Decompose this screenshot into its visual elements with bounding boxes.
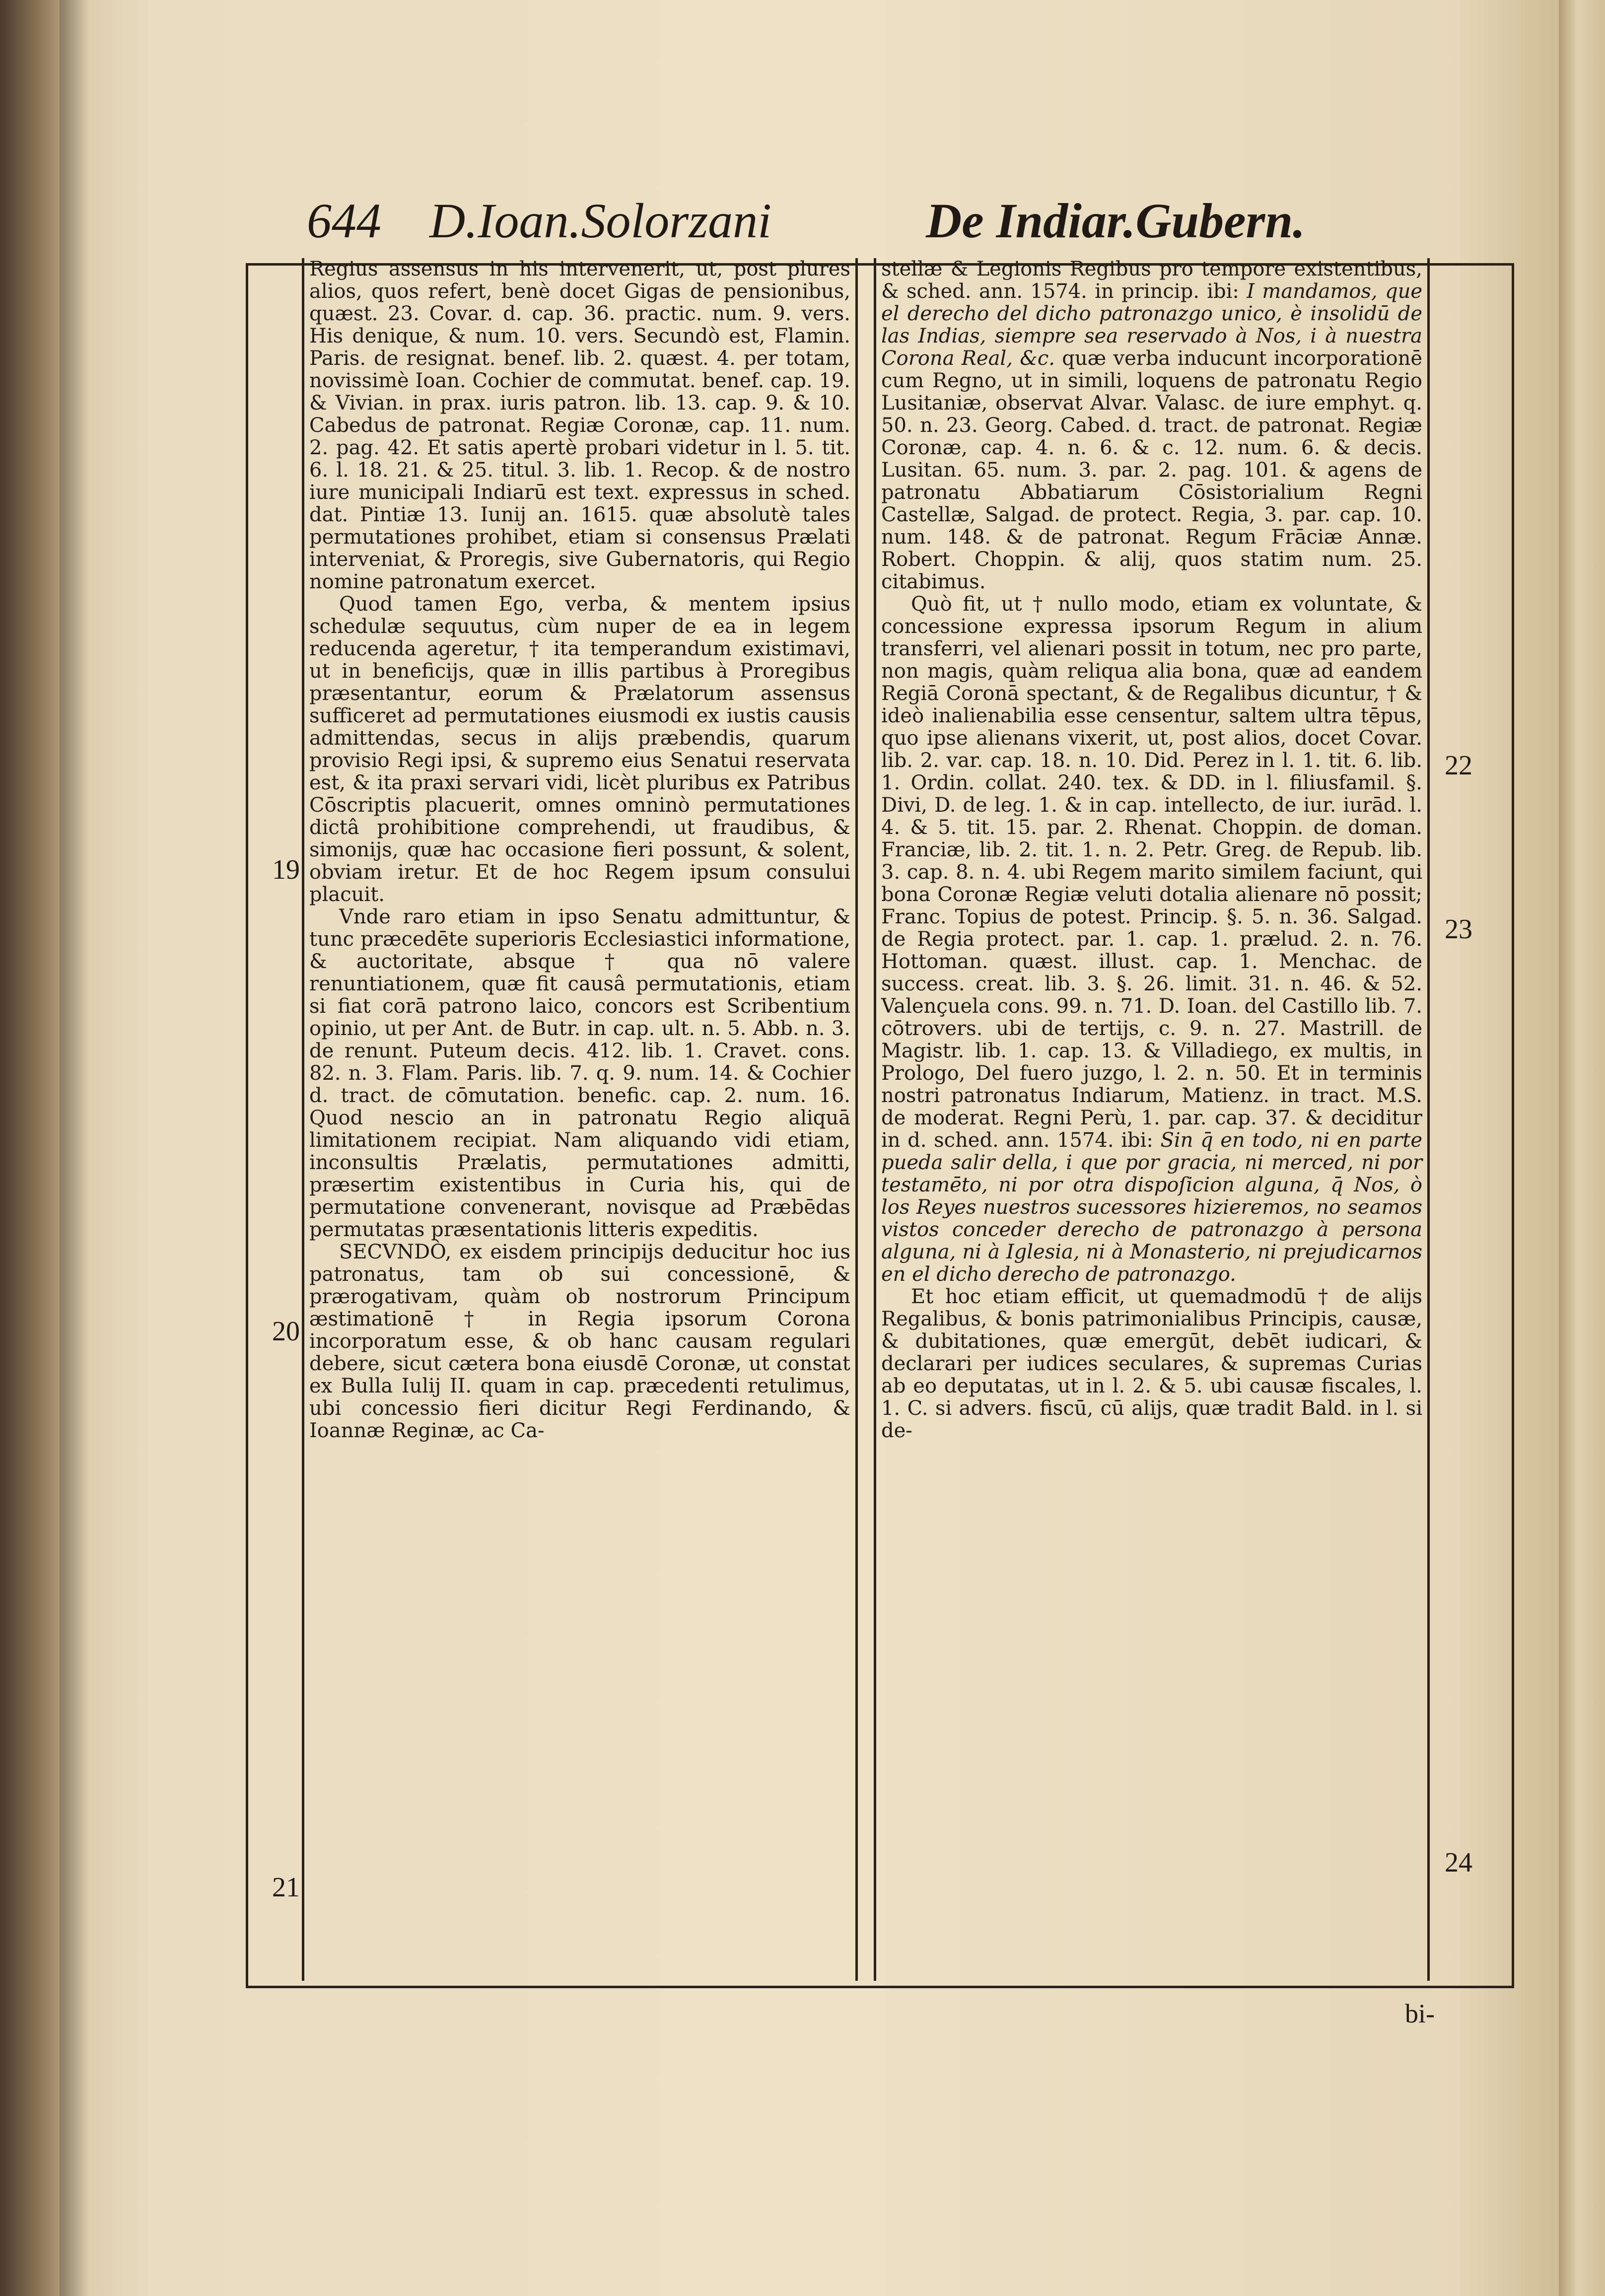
- paragraph: Et hoc etiam efficit, ut quemadmodū † de alijs Regalibus, & bonis patrimonialibus Principis, causæ, & dubitationes, quæ emergūt, debēt iudicari, & declarari per iudices seculares, & supremas Curias ab eo deputatas, ut in l. 2. & 5. ubi causæ fiscales, l. 1. C. si advers. fiscū, cū alijs, quæ tradit Bald. in l. si de-: [881, 1285, 1422, 1442]
- paragraph: Quod tamen Ego, verba, & mentem ipsius schedulæ sequutus, cùm nuper de ea in legem reducenda ageretur, † ita temperandum existimavi, ut in beneficijs, quæ in illis partibus à Proregibus præsentantur, eorum & Prælatorum assensus sufficeret ad permutationes eiusmodi ex iustis causis admittendas, secus in alijs præbendis, quarum provisio Regi ipsi, & supremo eius Senatui reservata est, & ita praxi servari vidi, licèt pluribus ex Patribus Cōscriptis placuerit, omnes omninò permutationes dictâ prohibitione comprehendi, ut fraudibus, & simonijs, quæ hac occasione fieri possunt, & solent, obviam iretur. Et de hoc Regem ipsum consului placuit.: [309, 593, 850, 906]
- paragraph: Vnde raro etiam in ipso Senatu admittuntur, & tunc præcedēte superioris Ecclesiastici informatione, & auctoritate, absque † qua nō valere renuntiationem, quæ fit causâ permutationis, etiam si fiat corā patrono laico, concors est Scribentium opinio, ut per Ant. de Butr. in cap. ult. n. 5. Abb. n. 3. de renunt. Puteum decis. 412. lib. 1. Cravet. cons. 82. n. 3. Flam. Paris. lib. 7. q. 9. num. 14. & Cochier d. tract. de cōmutation. benefic. cap. 2. num. 16. Quod nescio an in patronatu Regio aliquā limitationem recipiat. Nam aliquando vidi etiam, inconsultis Prælatis, permutationes admitti, præsertim existentibus in Curia his, qui de permutatione convenerant, novisque ad Præbēdas permutatas præsentationis litteris expeditis.: [309, 905, 850, 1241]
- author-name: D.Ioan.Solorzani: [429, 193, 771, 248]
- margin-number-21: 21: [272, 1872, 300, 1903]
- gutter-shadow: [60, 0, 89, 2296]
- paragraph-text: Quò fit, ut † nullo modo, etiam ex voluntate, & concessione expressa ipsorum Regum in alium transferri, vel alienari possit in totum, nec pro parte, non magis, quàm reliqua alia bona, quæ ad eandem Regiā Coronā spectant, & de Regalibus dicuntur, † & ideò inalienabilia esse censentur, saltem ultra tēpus, quo ipse alienans vixerit, ut, post alios, docet Covar. lib. 2. var. cap. 18. n. 10. Did. Perez in l. 1. tit. 6. lib. 1. Ordin. collat. 240. tex. & DD. in l. filiusfamil. §. Divi, D. de leg. 1. & in cap. intellecto, de iur. iurād. l. 4. & 5. tit. 15. par. 2. Rhenat. Choppin. de doman. Franciæ, lib. 2. tit. 1. n. 2. Petr. Greg. de Repub. lib. 3. cap. 8. n. 4. ubi Regem marito similem faciunt, qui bona Coronæ Regiæ veluti dotalia alienare nō possit; Franc. Topius de potest. Princip. §. 5. n. 36. Salgad. de Regia protect. par. 1. cap. 1. prælud. 2. n. 76. Hottoman. quæst. illust. cap. 1. Menchac. de success. creat. lib. 3. §. 26. limit. 31. n. 46. & 52. Valençuela cons. 99. n. 71. D. Ioan. del Castillo lib. 7. cōtrovers. ubi de tertijs, c. 9. n. 27. Mastrill. de Magistr. lib. 1. cap. 13. & Villadiego, ex multis, in Prologo, Del fuero juzgo, l. 2. n. 50. Et in terminis nostri patronatus Indiarum, Matienz. in tract. M.S. de moderat. Regni Perù, 1. par. cap. 37. & deciditur in d. sched. ann. 1574. ibi:: [881, 593, 1422, 1152]
- spanish-quotation: Sin q̄ en todo, ni en parte pueda salir della, i que por gracia, ni merced, ni por testamēto, ni por otra dispoſicion alguna, q̄ Nos, ò los Reyes nuestros sucessores hizieremos, no seamos vistos conceder derecho de patronazgo à persona alguna, ni à Iglesia, ni à Monasterio, ni prejudicarnos en el dicho derecho de patronazgo.: [881, 1129, 1422, 1286]
- paragraph-text: stellæ & Legionis Regibus pro tempore existentibus, & sched. ann. 1574. in princip. ibi:: [881, 258, 1422, 303]
- right-column: [874, 258, 1430, 1981]
- next-page-edge: [1559, 0, 1605, 2296]
- work-title: De Indiar.Gubern.: [926, 193, 1306, 248]
- paragraph: SECVNDÒ, ex eisdem principijs deducitur hoc ius patronatus, tam ob sui concessionē, & prærogativam, quàm ob nostrorum Principum æstimationē † in Regia ipsorum Corona incorporatum esse, & ob hanc causam regulari debere, sicut cætera bona eiusdē Coronæ, ut constat ex Bulla Iulij II. quam in cap. præcedenti retulimus, ubi concessio fieri dicitur Regi Ferdinando, & Ioannæ Reginæ, ac Ca-: [309, 1241, 850, 1442]
- margin-number-23: 23: [1445, 914, 1472, 945]
- left-column: [302, 258, 858, 1981]
- spanish-quotation: I mandamos, que el derecho del dicho patronazgo unico, è insolidū de las Indias, siempre sea reservado à Nos, i à nuestra Corona Real, &c.: [881, 280, 1423, 370]
- paragraph: [881, 258, 1422, 593]
- margin-number-20: 20: [272, 1316, 300, 1347]
- running-head: [298, 184, 1321, 258]
- margin-number-19: 19: [272, 854, 300, 885]
- paragraph: Regius assensus in his intervenerit, ut, post plures alios, quos refert, benè docet Gigas de pensionibus, quæst. 23. Covar. d. cap. 36. practic. num. 9. vers. His denique, & num. 10. vers. Secundò est, Flamin. Paris. de resignat. benef. lib. 2. quæst. 4. per totam, novissimè Ioan. Cochier de commutat. benef. cap. 19. & Vivian. in prax. iuris patron. lib. 13. cap. 9. & 10. Cabedus de patronat. Regiæ Coronæ, cap. 11. num. 2. pag. 42. Et satis apertè probari videtur in l. 5. tit. 6. l. 18. 21. & 25. titul. 3. lib. 1. Recop. & de nostro iure municipali Indiarū est text. expressus in sched. dat. Pintiæ 13. Iunij an. 1615. quæ absolutè tales permutationes prohibet, etiam si consensus Prælati interveniat, & Proregis, sive Gubernatoris, qui Regio nomine patronatum exercet.: [309, 258, 850, 593]
- page-number: 644: [307, 193, 381, 248]
- margin-number-22: 22: [1445, 750, 1472, 781]
- paragraph: [881, 593, 1422, 1286]
- paragraph-text: quæ verba inducunt incorporationē cum Regno, ut in simili, loquens de patronatu Regio Lusitaniæ, observat Alvar. Valasc. de iure emphyt. q. 50. n. 23. Georg. Cabed. d. tract. de patronat. Regiæ Coronæ, cap. 4. n. 6. & c. 12. num. 6. & decis. Lusitan. 65. num. 3. par. 2. pag. 101. & agens de patronatu Abbatiarum Cōsistorialium Regni Castellæ, Salgad. de protect. Regia, 3. par. cap. 10. num. 148. & de patronat. Regum Frāciæ Annæ. Robert. Choppin. & alij, quos statim num. 25. citabimus.: [881, 347, 1423, 593]
- margin-number-24: 24: [1445, 1847, 1472, 1878]
- catchword: bi-: [1405, 1999, 1435, 2028]
